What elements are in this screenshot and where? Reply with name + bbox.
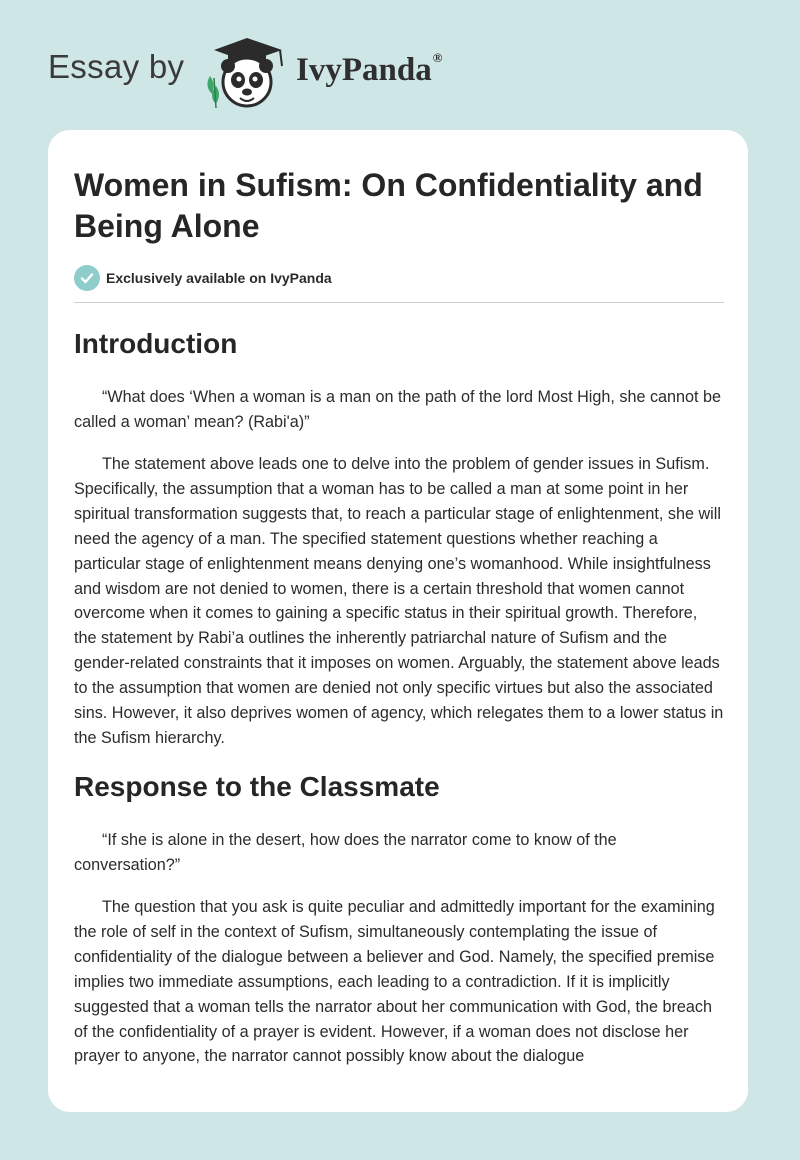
check-circle-icon — [74, 265, 100, 291]
site-header — [48, 34, 548, 114]
essay-by-label: Essay by — [48, 48, 185, 85]
trademark-symbol: ® — [432, 50, 443, 65]
section-heading-introduction: Introduction — [74, 328, 238, 359]
section-heading-response: Response to the Classmate — [74, 771, 440, 802]
exclusive-badge — [74, 264, 332, 292]
intro-quote-paragraph: “What does ‘When a woman is a man on the path of the lord Most High, she cannot be called a woman’ mean? (Rabi'a)” — [74, 388, 722, 431]
intro-body-paragraph: The statement above leads one to delve into the problem of gender issues in Sufism. Specifically, the assumption that a woman has to be called a man at some point in her spiritual transformation suggests that, to reach a particular stage of enlightenment, she will need the agency of a man. The specified statement questions whether reaching a particular stage of enlightenment means denying one’s womanhood. While insightfulness and wisdom are not denied to women, there is a certain threshold that women cannot overcome when it comes to gaining a specific status in their spiritual growth. Therefore, the statement by Rabi’a outlines the inherently patriarchal nature of Sufism and the gender-related constraints that it imposes on women. Arguably, the statement above leads to the assumption that women are denied not only specific virtues but also the associated sins. However, it also deprives women of agency, which relegates them to a lower status in the Sufism hierarchy. — [74, 455, 724, 747]
response-quote-paragraph: “If she is alone in the desert, how does the narrator come to know of the conversation?” — [74, 831, 617, 874]
panda-logo-icon[interactable] — [202, 36, 292, 110]
exclusive-label: Exclusively available on IvyPanda — [106, 270, 332, 286]
brand-text: IvyPanda — [296, 52, 432, 88]
divider — [74, 302, 724, 303]
essay-card — [48, 130, 748, 1112]
brand-name[interactable] — [296, 52, 442, 89]
response-body-paragraph: The question that you ask is quite peculiar and admittedly important for the examining the role of self in the context of Sufism, simultaneously contemplating the issue of confidentiality of the dialogue between a believer and God. Namely, the specified premise implies two immediate assumptions, each leading to a contradiction. If it is implicitly suggested that a woman tells the narrator about her communication with God, the breach of the confidentiality of a prayer is evident. However, if a woman does not disclose her prayer to anyone, the narrator cannot possibly know about the dialogue — [74, 898, 715, 1066]
page-title: Women in Sufism: On Confidentiality and Being Alone — [74, 167, 703, 244]
